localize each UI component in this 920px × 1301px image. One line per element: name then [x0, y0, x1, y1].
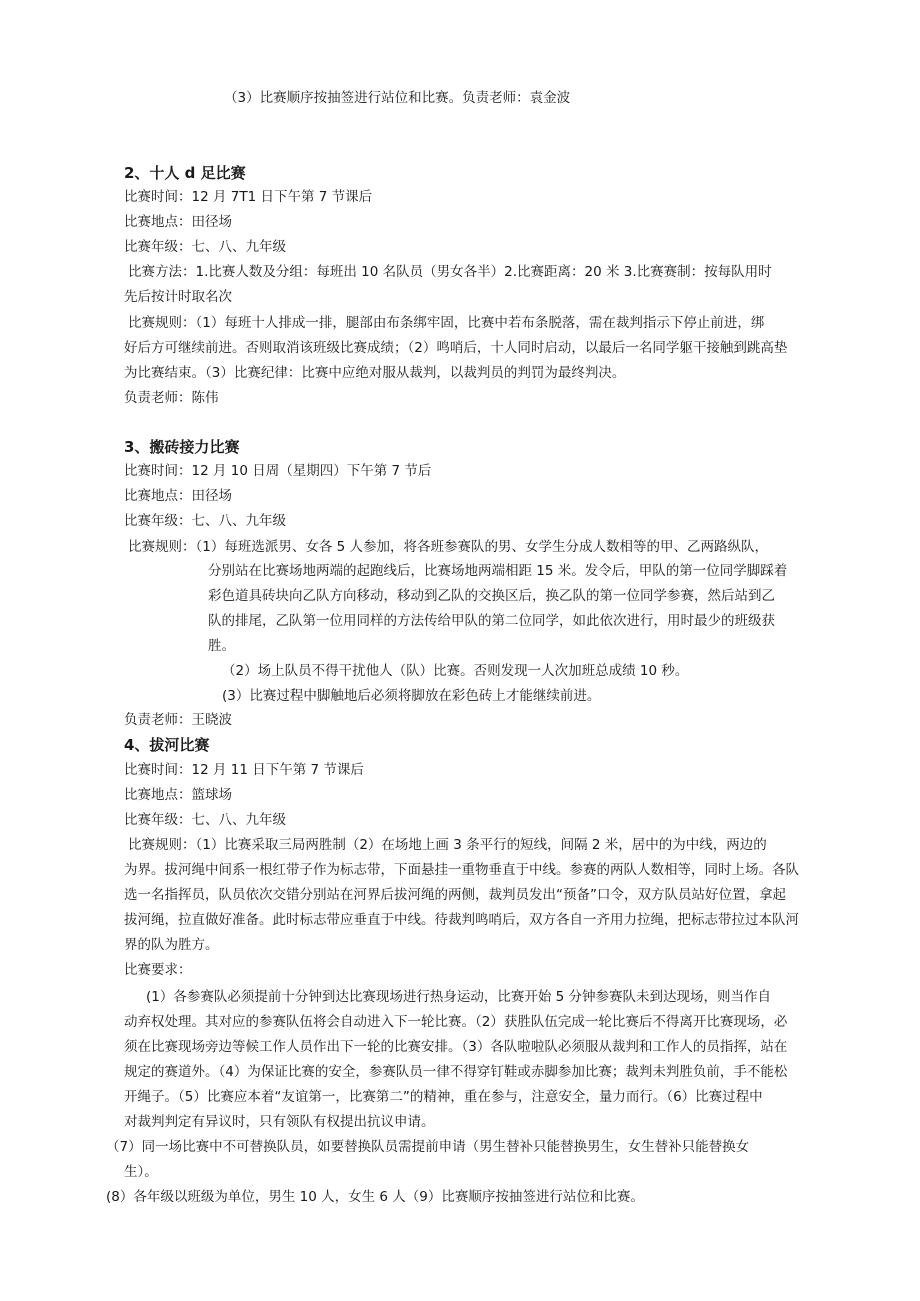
section-3-rules-line: （2）场上队员不得干扰他人（队）比赛。否则发现一人次加班总成绩 10 秒。	[222, 663, 689, 679]
section-4-rules-line: 比赛规则：（1）比赛采取三局两胜制（2）在场地上画 3 条平行的短线，间隔 2 米，居中的为中线，两边的	[128, 837, 767, 853]
section-4-requirement-line: 规定的赛道外。（4）为保证比赛的安全，参赛队员一律不得穿钉鞋或赤脚参加比赛；裁判未判胜负前，手不能松	[124, 1064, 788, 1080]
section-3-time: 比赛时间：12 月 10 日周（星期四）下午第 7 节后	[124, 463, 432, 479]
section-4-heading: 4、拔河比赛	[124, 736, 210, 754]
section-4-rules-line: 选一名指挥员，队员依次交错分别站在河界后拔河绳的两侧，裁判员发出“预备”口令，双方队员站好位置，拿起	[124, 887, 786, 903]
section-3-grade: 比赛年级：七、八、九年级	[124, 513, 286, 529]
section-4-rules-line: 界的队为胜方。	[124, 937, 219, 953]
section-4-requirement-line: (1）各参赛队必须提前十分钟到达比赛现场进行热身运动，比赛开始 5 分钟参赛队未到达现场，则当作自	[146, 989, 772, 1005]
section-2-grade: 比赛年级：七、八、九年级	[124, 239, 286, 255]
section-2-time: 比赛时间：12 月 7T1 日下午第 7 节课后	[124, 189, 373, 205]
section-3-place: 比赛地点：田径场	[124, 488, 232, 504]
section-2-rules-line: 比赛规则：（1）每班十人排成一排，腿部由布条绑牢固，比赛中若布条脱落，需在裁判指示下停止前进，绑	[128, 315, 765, 331]
section-2-heading: 2、十人 d 足比赛	[124, 164, 246, 182]
section-4-rules-line: 为界。拔河绳中间系一根红带子作为标志带，下面悬挂一重物垂直于中线。参赛的两队人数相等，同时上场。各队	[124, 862, 799, 878]
section-2-method-line: 先后按计时取名次	[124, 289, 232, 305]
section-3-teacher: 负责老师：王晓波	[124, 712, 232, 728]
section-4-requirement-line: 开绳子。（5）比赛应本着“友谊第一，比赛第二”的精神，重在参与，注意安全，量力而行。（6）比赛过程中	[124, 1089, 763, 1105]
section-4-requirement-line: 对裁判判定有异议时，只有领队有权提出抗议申请。	[124, 1114, 435, 1130]
section-4-grade: 比赛年级：七、八、九年级	[124, 812, 286, 828]
section-4-time: 比赛时间：12 月 11 日下午第 7 节课后	[124, 762, 364, 778]
section-4-place: 比赛地点：篮球场	[124, 787, 232, 803]
section-4-requirements-label: 比赛要求：	[124, 962, 192, 978]
section-2-teacher: 负责老师：陈伟	[124, 390, 219, 406]
section-3-rules-line: 胜。	[208, 638, 235, 654]
section-4-requirement-line: 生）。	[124, 1164, 158, 1180]
section-3-rules-line: 彩色道具砖块向乙队方向移动，移动到乙队的交换区后，换乙队的第一位同学参赛，然后站到乙	[208, 588, 775, 604]
section-2-rules-line: 好后方可继续前进。否则取消该班级比赛成绩；（2）鸣哨后，十人同时启动，以最后一名同学躯干接触到跳高垫	[124, 340, 788, 356]
section-3-rules-line: 分别站在比赛场地两端的起跑线后，比赛场地两端相距 15 米。发令后，甲队的第一位同学脚踩着	[208, 563, 788, 579]
section-4-requirement-line: （7）同一场比赛中不可替换队员，如要替换队员需提前申请（男生替补只能替换男生，女生替补只能替换女	[106, 1139, 750, 1155]
section-3-rules-line: (3）比赛过程中脚触地后必须将脚放在彩色砖上才能继续前进。	[222, 688, 601, 704]
section-2-rules-line: 为比赛结束。（3）比赛纪律：比赛中应绝对服从裁判，以裁判员的判罚为最终判决。	[124, 365, 626, 381]
section-2-place: 比赛地点：田径场	[124, 214, 232, 230]
section-4-requirement-line: 动弃权处理。其对应的参赛队伍将会自动进入下一轮比赛。（2）获胜队伍完成一轮比赛后不得离开比赛现场，必	[124, 1014, 788, 1030]
section-2-method-line: 比赛方法：1.比赛人数及分组：每班出 10 名队员（男女各半）2.比赛距离：20 米 3.比赛赛制：按每队用时	[128, 264, 772, 280]
section-4-requirement-line: 须在比赛现场旁边等候工作人员作出下一轮的比赛安排。（3）各队啦啦队必须服从裁判和工作人的员指挥，站在	[124, 1039, 788, 1055]
section-3-rules-line: 比赛规则：（1）每班选派男、女各 5 人参加，将各班参赛队的男、女学生分成人数相等的甲、乙两路纵队，	[128, 539, 769, 555]
section-3-rules-line: 队的排尾，乙队第一位用同样的方法传给甲队的第二位同学，如此依次进行，用时最少的班级获	[208, 613, 775, 629]
section-4-rules-line: 拔河绳，拉直做好准备。此时标志带应垂直于中线。待裁判鸣哨后，双方各自一齐用力拉绳，把标志带拉过本队河	[124, 912, 799, 928]
section-3-heading: 3、搬砖接力比赛	[124, 438, 240, 456]
section-4-requirement-line: (8）各年级以班级为单位，男生 10 人，女生 6 人（9）比赛顺序按抽签进行站位和比赛。	[106, 1189, 644, 1205]
intro-line: （3）比赛顺序按抽签进行站位和比赛。负责老师：袁金波	[224, 90, 571, 106]
